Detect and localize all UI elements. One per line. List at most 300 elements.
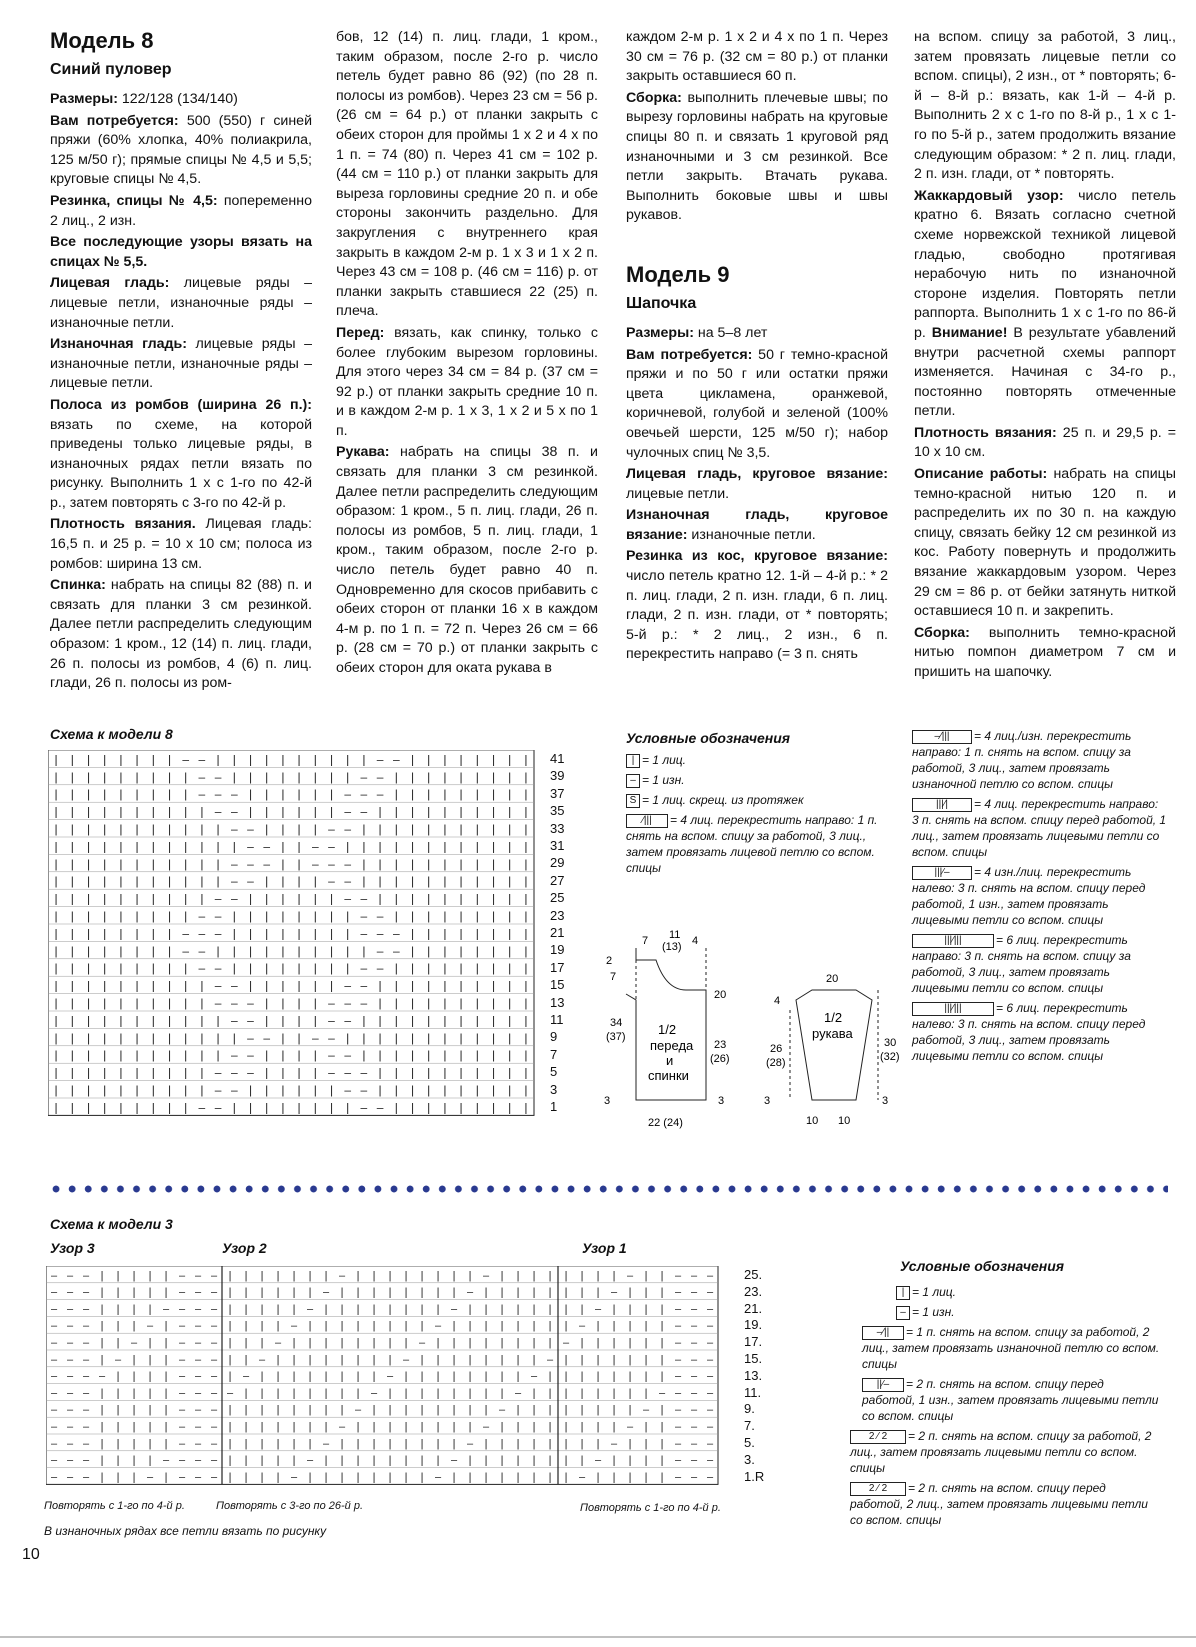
purl-stitch: – <box>214 996 222 1010</box>
purl-stitch: – <box>182 943 190 958</box>
legend-item: –⁄|| = 1 п. снять на вспом. спицу за работой, 2 лиц., затем провязать изнаночной петлю со вспом. спицы <box>862 1325 1160 1371</box>
knit-stitch: | <box>297 1100 301 1115</box>
knit-stitch: | <box>148 1387 152 1400</box>
purl-stitch: – <box>194 1337 202 1349</box>
knit-stitch: | <box>228 1353 232 1366</box>
knit-stitch: | <box>484 1404 488 1417</box>
purl-stitch: – <box>210 1404 218 1417</box>
row-number: 3. <box>744 1451 755 1467</box>
legend-item: |||⁄||| = 6 лиц. перекрестить направо: 3 п. снять на вспом. спицу за работой, 3 лиц., затем провязать лицевыми петли со вспом. спицы <box>912 933 1131 995</box>
paragraph: Плотность вязания: 25 п. и 29,5 р. = 10 х 10 см. <box>914 424 1176 461</box>
knit-stitch: | <box>151 1048 155 1063</box>
purl-stitch: – <box>360 769 368 784</box>
knit-stitch: | <box>564 1303 568 1316</box>
knit-stitch: | <box>164 1437 168 1450</box>
model-8-subtitle: Синий пуловер <box>50 61 172 78</box>
knit-stitch: | <box>612 1303 616 1316</box>
knit-stitch: | <box>420 1269 424 1282</box>
pattern-3-label: Узор 3 <box>50 1240 95 1256</box>
purl-stitch: – <box>66 1353 74 1366</box>
knit-stitch: | <box>475 856 479 871</box>
knit-stitch: | <box>362 1048 366 1063</box>
knit-stitch: | <box>70 874 74 889</box>
knit-stitch: | <box>436 1269 440 1282</box>
knit-stitch: | <box>340 1437 344 1450</box>
knit-stitch: | <box>524 978 528 993</box>
knit-stitch: | <box>184 874 188 889</box>
knit-stitch: | <box>135 943 139 958</box>
knit-stitch: | <box>612 1454 616 1467</box>
knit-stitch: | <box>151 961 155 976</box>
knit-stitch: | <box>244 1337 248 1349</box>
knit-stitch: | <box>410 1048 415 1063</box>
knit-stitch: | <box>103 891 107 906</box>
knit-stitch: | <box>475 943 479 958</box>
knit-stitch: | <box>410 769 415 784</box>
knit-stitch: | <box>388 1454 392 1467</box>
knit-stitch: | <box>184 1100 188 1115</box>
knit-stitch: | <box>427 752 431 767</box>
knit-stitch: | <box>628 1454 632 1467</box>
knit-stitch: | <box>103 1100 107 1115</box>
knit-stitch: | <box>420 1387 424 1400</box>
knit-stitch: | <box>232 1030 236 1045</box>
model-9-subtitle: Шапочка <box>626 294 697 312</box>
knit-stitch: | <box>524 787 528 802</box>
purl-stitch: – <box>706 1337 714 1349</box>
purl-stitch: – <box>210 1370 218 1383</box>
cable-symbol-icon: 2 ⁄ 2 <box>850 1430 906 1444</box>
knit-stitch: | <box>356 1387 360 1400</box>
chart-3-title: Схема к модели 3 <box>50 1216 173 1232</box>
knit-stitch: | <box>265 1083 269 1097</box>
purl-stitch: – <box>247 1030 254 1045</box>
knit-stitch: | <box>524 839 528 854</box>
knit-stitch: | <box>132 1269 136 1282</box>
cable-symbol-icon: |||⁄||| <box>912 1002 994 1016</box>
knit-stitch: | <box>516 1421 520 1433</box>
knit-stitch: | <box>329 943 334 958</box>
knit-stitch: | <box>404 1303 408 1316</box>
purl-stitch: – <box>674 1370 682 1383</box>
row-number: 5 <box>550 1064 558 1080</box>
purl-stitch: – <box>66 1303 74 1316</box>
purl-stitch: – <box>50 1303 58 1316</box>
purl-stitch: – <box>450 1454 458 1467</box>
knit-stitch: | <box>167 787 172 802</box>
knit-stitch: | <box>135 926 139 941</box>
knit-stitch: | <box>86 804 91 819</box>
knit-stitch: | <box>500 1370 504 1383</box>
knit-stitch: | <box>184 839 188 854</box>
knit-stitch: | <box>644 1387 648 1400</box>
knit-stitch: | <box>281 856 285 871</box>
knit-stitch: | <box>508 752 512 767</box>
knit-stitch: | <box>468 1303 472 1316</box>
knit-stitch: | <box>281 961 285 976</box>
knit-stitch: | <box>340 1454 344 1467</box>
knit-stitch: | <box>100 1320 104 1333</box>
knit-stitch: | <box>260 1320 264 1333</box>
knit-stitch: | <box>86 996 91 1010</box>
knit-stitch: | <box>167 961 172 976</box>
wrong-side-note: В изнаночных рядах все петли вязать по рисунку <box>44 1524 327 1538</box>
knit-stitch: | <box>70 961 74 976</box>
knit-stitch: | <box>404 1320 408 1333</box>
knit-stitch: | <box>313 1083 317 1097</box>
knit-stitch: | <box>132 1454 136 1467</box>
knit-stitch: | <box>459 1048 463 1063</box>
knit-stitch: | <box>362 822 366 836</box>
purl-stitch: – <box>466 1286 474 1299</box>
knit-stitch: | <box>443 1083 447 1097</box>
purl-stitch: – <box>690 1421 698 1433</box>
purl-stitch: – <box>626 1421 634 1433</box>
knit-stitch: | <box>200 804 204 819</box>
knit-stitch: | <box>260 1337 264 1349</box>
purl-stitch: – <box>50 1370 58 1383</box>
purl-stitch: – <box>50 1404 58 1417</box>
knit-stitch: | <box>167 1083 172 1097</box>
knit-stitch: | <box>329 752 334 767</box>
knit-stitch: | <box>564 1269 568 1282</box>
purl-stitch: – <box>82 1303 90 1316</box>
purl-stitch: – <box>466 1437 474 1450</box>
knit-stitch: | <box>628 1353 632 1366</box>
purl-stitch: – <box>82 1320 90 1333</box>
purl-stitch: – <box>610 1437 618 1450</box>
knit-stitch: | <box>459 839 463 854</box>
knit-stitch: | <box>484 1303 488 1316</box>
knit-stitch: | <box>54 961 58 976</box>
purl-stitch: – <box>360 978 368 993</box>
knit-stitch: | <box>362 856 366 871</box>
purl-stitch: – <box>706 1269 714 1282</box>
knit-stitch: | <box>103 804 107 819</box>
knit-stitch: | <box>281 874 285 889</box>
knit-stitch: | <box>564 1471 568 1484</box>
knit-stitch: | <box>346 943 350 958</box>
purl-stitch: – <box>247 1013 254 1028</box>
knit-stitch: | <box>508 978 512 993</box>
knit-stitch: | <box>135 787 139 802</box>
knit-stitch: | <box>164 1404 168 1417</box>
knit-stitch: | <box>628 1387 632 1400</box>
knit-stitch: | <box>200 874 204 889</box>
knit-stitch: | <box>281 787 285 802</box>
purl-stitch: – <box>376 787 384 802</box>
purl-stitch: – <box>198 926 206 941</box>
knit-stitch: | <box>356 1471 360 1484</box>
purl-stitch: – <box>392 752 400 767</box>
knit-stitch: | <box>532 1320 536 1333</box>
knit-stitch: | <box>70 996 74 1010</box>
knit-stitch: | <box>248 909 253 923</box>
knit-stitch: | <box>580 1370 584 1383</box>
knit-stitch: | <box>427 961 431 976</box>
knit-stitch: | <box>420 1404 424 1417</box>
knit-stitch: | <box>372 1353 376 1366</box>
purl-stitch: – <box>210 1454 218 1467</box>
knit-stitch: | <box>86 926 91 941</box>
knit-stitch: | <box>548 1337 552 1349</box>
purl-stitch: – <box>210 1269 218 1282</box>
piece-label: переда <box>650 1038 694 1053</box>
knit-stitch: | <box>420 1454 424 1467</box>
row-number: 13 <box>550 994 565 1010</box>
knit-stitch: | <box>135 1065 139 1080</box>
purl-stitch: – <box>306 1454 314 1467</box>
purl-stitch: – <box>360 1065 368 1080</box>
knit-stitch: | <box>292 1404 296 1417</box>
row-number: 19 <box>550 942 565 958</box>
knit-stitch: | <box>404 1269 408 1282</box>
knit-stitch: | <box>276 1471 280 1484</box>
knit-stitch: | <box>167 926 172 941</box>
knit-stitch: | <box>329 978 334 993</box>
knit-stitch: | <box>372 1320 376 1333</box>
knit-stitch: | <box>372 1370 376 1383</box>
knit-stitch: | <box>100 1286 104 1299</box>
knit-stitch: | <box>491 1013 496 1028</box>
paragraph: Сборка: выполнить плечевые швы; по вырезу горловины набрать на круговые спицы 80 п. и связать 1 круговой ряд изнаночными и 3 см резинкой. Все петли закрыть. Втачать рукава. Выполнить боковые швы и швы рукавов. <box>626 89 888 224</box>
purl-stitch: – <box>50 1353 58 1366</box>
knit-stitch: | <box>54 1100 58 1115</box>
knit-stitch: | <box>628 1286 632 1299</box>
purl-stitch: – <box>392 943 400 958</box>
purl-stitch: – <box>674 1387 682 1400</box>
knit-stitch: | <box>292 1370 296 1383</box>
purl-stitch: – <box>392 926 400 941</box>
knit-stitch: | <box>265 978 269 993</box>
knit-stitch: | <box>468 1337 472 1349</box>
knit-stitch: | <box>313 822 317 836</box>
knit-stitch: | <box>378 822 382 836</box>
knit-stitch: | <box>329 787 334 802</box>
knit-stitch: | <box>644 1303 648 1316</box>
knit-stitch: | <box>564 1286 568 1299</box>
knit-stitch: | <box>491 856 496 871</box>
knit-stitch: | <box>404 1286 408 1299</box>
knit-stitch: | <box>200 1030 204 1045</box>
knit-stitch: | <box>564 1404 568 1417</box>
knit-stitch: | <box>532 1353 536 1366</box>
knit-stitch: | <box>346 752 350 767</box>
knit-stitch: | <box>70 909 74 923</box>
knit-stitch: | <box>548 1437 552 1450</box>
knit-stitch: | <box>346 909 350 923</box>
row-number: 3 <box>550 1081 558 1097</box>
knit-stitch: | <box>410 909 415 923</box>
knit-stitch: | <box>265 996 269 1010</box>
knit-stitch: | <box>324 1337 328 1349</box>
knit-stitch: | <box>329 961 334 976</box>
knit-stitch: | <box>644 1353 648 1366</box>
knit-stitch: | <box>151 926 155 941</box>
knit-stitch: | <box>260 1454 264 1467</box>
row-number: 21 <box>550 925 565 940</box>
purl-stitch: – <box>178 1269 186 1282</box>
knit-stitch: | <box>119 856 123 871</box>
repeat-note-1: Повторять с 1-го по 4-й р. <box>580 1502 721 1514</box>
knit-stitch: | <box>459 909 463 923</box>
knit-stitch: | <box>500 1320 504 1333</box>
knit-stitch: | <box>378 856 382 871</box>
knit-stitch: | <box>324 1471 328 1484</box>
knit-stitch: | <box>54 769 58 784</box>
purl-stitch: – <box>690 1269 698 1282</box>
paragraph: Полоса из ромбов (ширина 26 п.): вязать по схеме, на которой приведены только лицевые ряды, в изнаночных рядах петли вязать по рисунку. Выполнить 1 х с 1-го по 42-й р., затем повторять с 3-го по 42-й р. <box>50 396 312 511</box>
knit-stitch: | <box>420 1421 424 1433</box>
cable-symbol-icon: –⁄||| <box>912 730 972 744</box>
row-number: 31 <box>550 838 565 853</box>
knit-stitch: | <box>420 1320 424 1333</box>
knit-stitch: | <box>484 1471 488 1484</box>
knit-stitch: | <box>164 1337 168 1349</box>
knit-stitch: | <box>644 1454 648 1467</box>
knit-stitch: | <box>443 839 447 854</box>
knit-stitch: | <box>54 787 58 802</box>
knit-stitch: | <box>459 891 463 906</box>
knit-stitch: | <box>119 996 123 1010</box>
purl-stitch: – <box>178 1454 186 1467</box>
dim-left-upper: 7 <box>610 971 617 983</box>
knit-stitch: | <box>232 1100 236 1115</box>
knit-stitch: | <box>436 1286 440 1299</box>
knit-stitch: | <box>103 1013 107 1028</box>
purl-stitch: – <box>322 1286 330 1299</box>
column-3 <box>626 28 888 667</box>
knit-stitch: | <box>532 1404 536 1417</box>
knit-stitch: | <box>292 1387 296 1400</box>
knit-stitch: | <box>436 1303 440 1316</box>
knit-stitch: | <box>151 1100 155 1115</box>
purl-stitch: – <box>50 1437 58 1450</box>
knit-stitch: | <box>135 961 139 976</box>
knit-stitch: | <box>500 1269 504 1282</box>
knit-stitch: | <box>244 1353 248 1366</box>
knit-stitch: | <box>308 1404 312 1417</box>
knit-stitch: | <box>167 1065 172 1080</box>
knit-stitch: | <box>116 1454 120 1467</box>
knit-stitch: | <box>427 874 431 889</box>
knit-stitch: | <box>491 996 496 1010</box>
knit-stitch: | <box>292 1337 296 1349</box>
knit-stitch: | <box>167 909 172 923</box>
knit-stitch: | <box>135 1048 139 1063</box>
row-number: 13. <box>744 1367 763 1383</box>
knit-stitch: | <box>491 943 496 958</box>
knit-stitch: | <box>167 874 172 889</box>
purl-stitch: – <box>210 1303 218 1316</box>
knit-stitch: | <box>436 1404 440 1417</box>
knit-stitch: | <box>167 804 172 819</box>
knit-stitch: | <box>508 943 512 958</box>
knit-stitch: | <box>372 1421 376 1433</box>
knit-stitch: | <box>297 769 301 784</box>
dim-shoulder: 7 <box>642 935 649 947</box>
knit-stitch: | <box>324 1370 328 1383</box>
purl-stitch: – <box>50 1471 58 1484</box>
row-number: 25. <box>744 1267 763 1282</box>
knit-stitch: | <box>228 1320 232 1333</box>
purl-stitch: – <box>338 1421 346 1433</box>
knit-stitch: | <box>151 909 155 923</box>
row-number: 39 <box>550 768 565 784</box>
paragraph: Описание работы: набрать на спицы темно-красной нитью 120 п. и распределить их по 30 п. на каждую спицу, связать бейку 12 см резинкой из кос. Работу повернуть и продолжить вязание жаккардовым узором. Через 29 см = 86 р. от бейки затянуть ниткой оставшиеся 10 п. и закрепить. <box>914 466 1176 620</box>
knit-stitch: | <box>103 822 107 836</box>
knit-stitch: | <box>475 1100 479 1115</box>
knit-stitch: | <box>628 1471 632 1484</box>
knit-stitch: | <box>132 1320 136 1333</box>
knit-stitch: | <box>404 1387 408 1400</box>
knit-stitch: | <box>100 1404 104 1417</box>
knit-stitch: | <box>248 752 253 767</box>
knit-stitch: | <box>135 1083 139 1097</box>
knit-stitch: | <box>372 1269 376 1282</box>
knit-stitch: | <box>508 996 512 1010</box>
knit-stitch: | <box>580 1387 584 1400</box>
knit-stitch: | <box>346 926 350 941</box>
knit-stitch: | <box>86 978 91 993</box>
knit-stitch: | <box>329 926 334 941</box>
knit-stitch: | <box>394 1065 398 1080</box>
knit-stitch: | <box>308 1370 312 1383</box>
knit-stitch: | <box>184 996 188 1010</box>
knit-stitch: | <box>596 1269 600 1282</box>
knit-stitch: | <box>276 1421 280 1433</box>
purl-stitch: – <box>328 996 335 1010</box>
knit-stitch: | <box>508 839 512 854</box>
purl-stitch: – <box>263 856 271 871</box>
purl-stitch: – <box>230 1065 238 1080</box>
knit-stitch: | <box>516 1437 520 1450</box>
knit-stitch: | <box>524 943 528 958</box>
cable-symbol-icon: |||⁄| <box>912 798 972 812</box>
knit-stitch: | <box>297 1083 301 1097</box>
knit-stitch: | <box>420 1353 424 1366</box>
knit-stitch: | <box>508 769 512 784</box>
knit-stitch: | <box>394 804 398 819</box>
knit-stitch: | <box>216 752 220 767</box>
knit-stitch: | <box>346 839 350 854</box>
knit-stitch: | <box>346 769 350 784</box>
purl-stitch: – <box>66 1471 74 1484</box>
purl-stitch: – <box>178 1404 186 1417</box>
knit-stitch: | <box>443 1100 447 1115</box>
purl-stitch: – <box>66 1370 74 1383</box>
knit-stitch: | <box>596 1387 600 1400</box>
knit-stitch: | <box>644 1370 648 1383</box>
purl-stitch: – <box>706 1320 714 1333</box>
knit-stitch: | <box>297 1013 301 1028</box>
knit-stitch: | <box>308 1286 312 1299</box>
dim-rib-right: 3 <box>718 1095 725 1107</box>
knit-stitch: | <box>276 1286 280 1299</box>
column-4 <box>914 28 1176 685</box>
knit-stitch: | <box>308 1353 312 1366</box>
knit-stitch: | <box>340 1286 344 1299</box>
knit-stitch: | <box>524 1030 528 1045</box>
knit-stitch: | <box>372 1286 376 1299</box>
paragraph: Перед: вязать, как спинку, только с более глубоким вырезом горловины. Для этого через 34 см = 84 р. (37 см = 92 р.) от планки закрыть средние 10 п. и в каждом 2-м р. 1 х 3, 1 х 2 и 5 х по 1 п. <box>336 324 598 439</box>
knit-stitch: | <box>132 1387 136 1400</box>
purl-stitch: – <box>376 1100 384 1115</box>
knit-stitch: | <box>394 909 398 923</box>
knit-stitch: | <box>394 856 398 871</box>
knit-stitch: | <box>216 943 220 958</box>
knit-stitch: | <box>297 839 301 854</box>
